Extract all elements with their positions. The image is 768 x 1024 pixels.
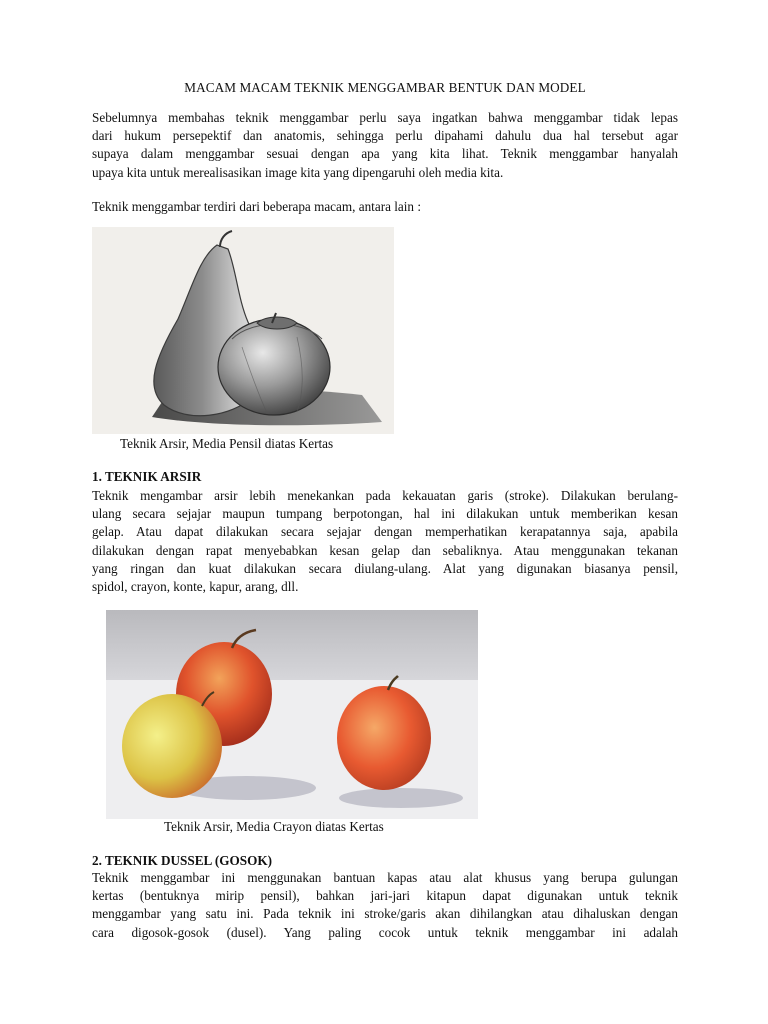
- intro-line: upaya kita untuk merealisasikan image kita yang dipengaruhi oleh media kita.: [92, 164, 504, 180]
- section2-line: kertas (bentuknya mirip pensil), bahkan jari-jari kitapun dapat digunakan untuk teknik: [92, 888, 678, 904]
- intro-line: dari hukum persepektif dan anatomis, sehingga perlu dipahami dahulu dua hal tersebut agar: [92, 128, 678, 144]
- section2-line: Teknik menggambar ini menggunakan bantuan kapas atau alat khusus yang berupa gulungan: [92, 870, 678, 885]
- intro-line: Sebelumnya membahas teknik menggambar perlu saya ingatkan bahwa menggambar tidak lepas: [92, 110, 678, 125]
- section1-line: dilakukan dengan rapat menyebabkan kesan gelap dan sebaliknya. Atau menggunakan tekanan: [92, 542, 678, 558]
- section1-line: Teknik mengambar arsir lebih menekankan pada kekauatan garis (stroke). Dilakukan berulang-: [92, 488, 678, 503]
- list-intro: Teknik menggambar terdiri dari beberapa macam, antara lain :: [92, 199, 421, 214]
- figure1-caption: Teknik Arsir, Media Pensil diatas Kertas: [120, 436, 334, 451]
- section1-heading: 1. TEKNIK ARSIR: [92, 469, 202, 484]
- figure2-caption: Teknik Arsir, Media Crayon diatas Kertas: [164, 819, 384, 834]
- section2-heading: 2. TEKNIK DUSSEL (GOSOK): [92, 853, 273, 868]
- section1-line: ulang secara sejajar maupun tumpang berpotongan, hal ini dilakukan untuk memberikan kesan: [92, 506, 678, 522]
- section2-line: cara digosok-gosok (dusel). Yang paling cocok untuk teknik menggambar ini adalah: [92, 924, 678, 940]
- intro-paragraph: [92, 109, 678, 182]
- section1-line: yang ringan dan kuat dilakukan secara diulang-ulang. Alat yang digunakan biasanya pensil,: [92, 560, 678, 576]
- section1-line: gelap. Atau dapat dilakukan secara sejajar dengan memperhatikan kerapatannya saja, apabila: [92, 524, 678, 540]
- pencil-drawing-image: [92, 227, 394, 434]
- intro-line: supaya dalam menggambar sesuai dengan apa yang kita lihat. Teknik menggambar hanyalah: [92, 146, 678, 162]
- section2-line: menggambar yang satu ini. Pada teknik ini stroke/garis akan dihilangkan atau dihaluskan dengan: [92, 906, 678, 922]
- crayon-drawing-image: [106, 610, 478, 819]
- section1-paragraph: [92, 487, 678, 596]
- document-title: MACAM MACAM TEKNIK MENGGAMBAR BENTUK DAN MODEL: [184, 80, 586, 95]
- section2-paragraph: [92, 869, 678, 942]
- section1-line: spidol, crayon, konte, kapur, arang, dll.: [92, 579, 299, 595]
